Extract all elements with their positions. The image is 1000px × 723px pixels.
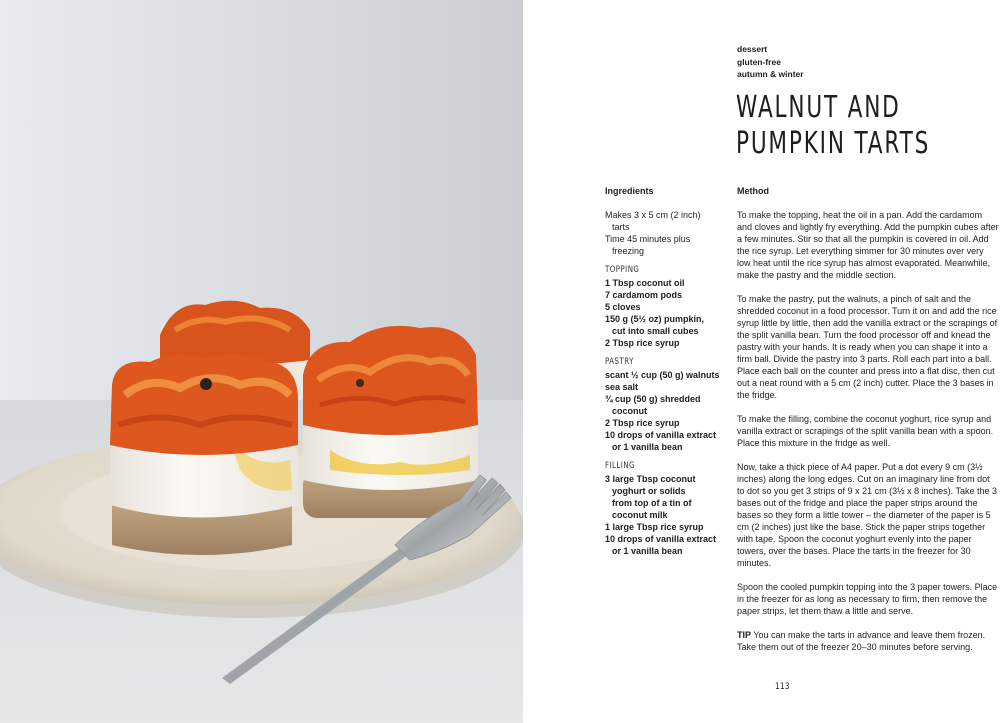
time-line: freezing bbox=[612, 246, 645, 256]
ingredient-item: yoghurt or solids bbox=[612, 486, 686, 496]
ingredient-item: or 1 vanilla bean bbox=[612, 442, 683, 452]
ingredient-item: 10 drops of vanilla extract bbox=[605, 534, 717, 544]
ingredient-item: 2 Tbsp rice syrup bbox=[605, 418, 680, 428]
ingredient-item: 1 Tbsp coconut oil bbox=[605, 278, 685, 288]
ingredient-item: 150 g (5½ oz) pumpkin, bbox=[605, 314, 705, 324]
recipe-tags bbox=[737, 43, 804, 81]
method-column bbox=[737, 185, 999, 665]
ingredient-item: ¾ cup (50 g) shredded bbox=[605, 394, 701, 404]
tag-dessert: dessert bbox=[737, 44, 768, 54]
time-line: Time 45 minutes plus bbox=[605, 234, 691, 244]
ingredients-column bbox=[605, 185, 730, 557]
ingredient-item: scant ½ cup (50 g) walnuts bbox=[605, 370, 720, 380]
tag-season: autumn & winter bbox=[737, 69, 804, 79]
tip-text: You can make the tarts in advance and leave them frozen. Take them out of the freezer 20–30 minutes before serving. bbox=[737, 630, 986, 652]
method-heading: Method bbox=[737, 186, 769, 196]
ingredient-item: 3 large Tbsp coconut bbox=[605, 474, 696, 484]
pastry-heading: PASTRY bbox=[605, 357, 634, 367]
front-tart bbox=[110, 355, 298, 555]
filling-heading: FILLING bbox=[605, 461, 635, 471]
title-line-2: PUMPKIN TARTS bbox=[736, 126, 931, 161]
ingredient-item: cut into small cubes bbox=[612, 326, 699, 336]
ingredient-item: 5 cloves bbox=[605, 302, 641, 312]
page-number: 113 bbox=[775, 682, 790, 692]
ingredient-item: 1 large Tbsp rice syrup bbox=[605, 522, 704, 532]
method-step: To make the filling, combine the coconut yoghurt, rice syrup and vanilla extract or scrapings of the split vanilla bean with a spoon. Place this mixture in the fridge as well. bbox=[737, 414, 994, 448]
yield-line: tarts bbox=[612, 222, 630, 232]
right-tart bbox=[303, 326, 478, 518]
recipe-title bbox=[736, 90, 931, 162]
topping-heading: TOPPING bbox=[605, 265, 640, 275]
ingredients-heading: Ingredients bbox=[605, 186, 654, 196]
ingredient-item: 2 Tbsp rice syrup bbox=[605, 338, 680, 348]
ingredient-item: coconut milk bbox=[612, 510, 668, 520]
ingredient-item: 10 drops of vanilla extract bbox=[605, 430, 717, 440]
method-step: Now, take a thick piece of A4 paper. Put a dot every 9 cm (3½ inches) along the long edges. Cut on an imaginary line from dot to dot so you get 3 strips of 9 x 21 cm (3½ x 8 inches). Take the 3 bases out of the fridge and place the paper strips around the bases so they form a little tower – the diameter of the paper is 5 cm (2 inches) just like the base. Stick the paper strips together with tape. Spoon the coconut yoghurt evenly into the paper towers, over the bases. Place the tarts in the freezer for 30 minutes. bbox=[737, 462, 997, 568]
tag-gluten-free: gluten-free bbox=[737, 56, 781, 67]
recipe-page bbox=[523, 0, 1000, 723]
method-step: To make the topping, heat the oil in a pan. Add the cardamom and cloves and lightly fry everything. Add the pumpkin cubes after a few minutes. Stir so that all the pumpkin is covered in oil. Add the rice syrup. Let everything simmer for 30 minutes over very low heat until the rice syrup has almost evaporated. Meanwhile, make the pastry and the middle section. bbox=[737, 210, 999, 280]
tip-paragraph bbox=[737, 629, 999, 653]
ingredient-item: or 1 vanilla bean bbox=[612, 546, 683, 556]
ingredient-item: from top of a tin of bbox=[612, 498, 692, 508]
ingredient-item: sea salt bbox=[605, 382, 639, 392]
method-step: To make the pastry, put the walnuts, a pinch of salt and the shredded coconut in a food processor. Turn it on and add the rice syrup little by little, then add the vanilla extract or the scrapings of the split vanilla bean. Turn the food processor off and knead the pastry with your hands. It is ready when you can shape it into a firm ball. Divide the pastry into 3 parts. Roll each part into a ball. Place each ball on the counter and press into a flat disc, then cut out a neat round with a 5 cm (2 inch) cutter. Place the 3 bases in the fridge. bbox=[737, 294, 998, 400]
tip-label: TIP bbox=[737, 630, 752, 640]
title-line-1: WALNUT AND bbox=[736, 90, 901, 125]
ingredient-item: coconut bbox=[612, 406, 647, 416]
method-step: Spoon the cooled pumpkin topping into the 3 paper towers. Place in the freezer for as long as necessary to firm, then remove the paper strips, let them thaw a little and serve. bbox=[737, 582, 998, 616]
ingredient-item: 7 cardamom pods bbox=[605, 290, 683, 300]
yield-line: Makes 3 x 5 cm (2 inch) bbox=[605, 210, 701, 220]
